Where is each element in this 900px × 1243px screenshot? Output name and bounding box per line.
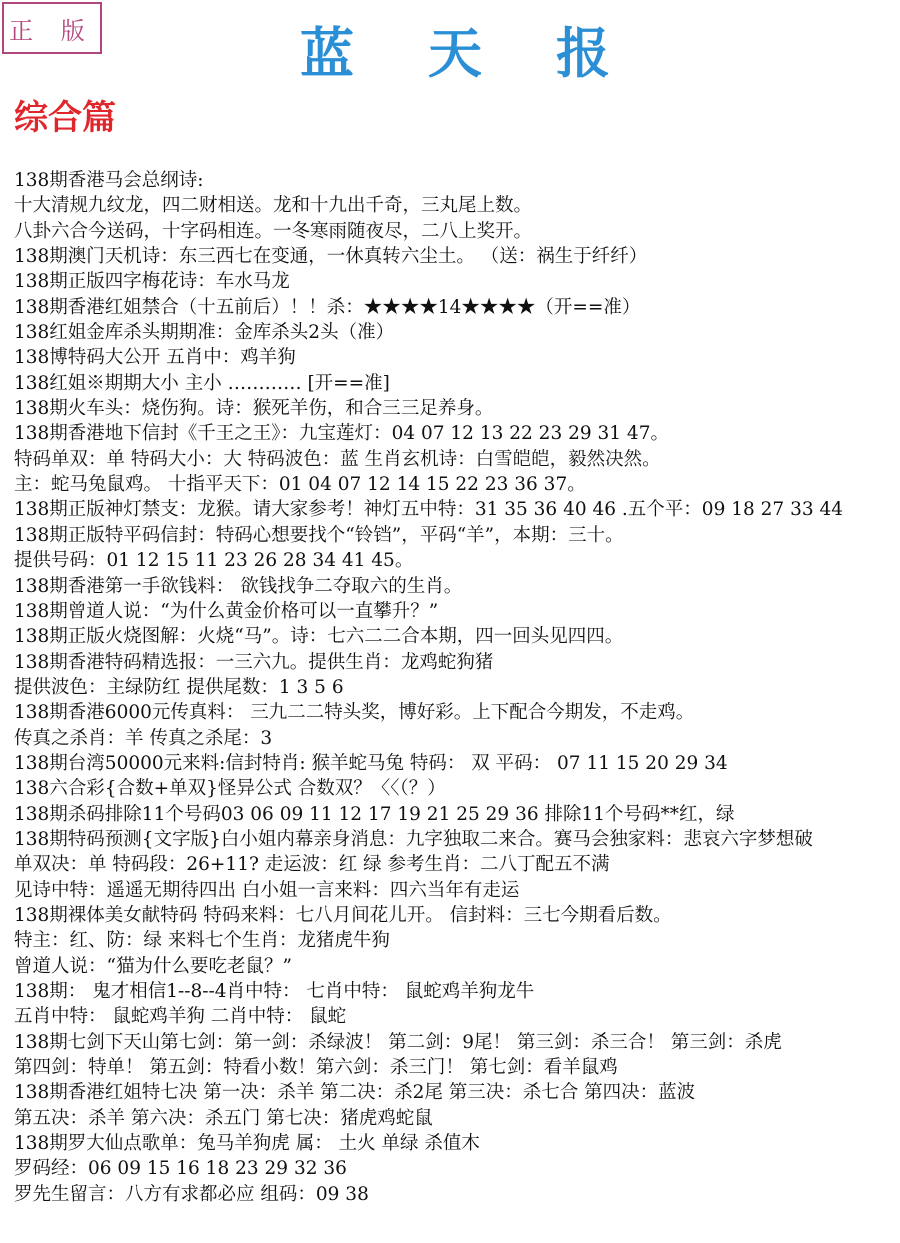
text-line: 138期裸体美女献特码 特码来料：七八月间花儿开。 信封料：三七今期看后数。 <box>14 904 672 926</box>
text-line: 138期正版四字梅花诗：车水马龙 <box>14 271 290 293</box>
text-line: 138期曾道人说：“为什么黄金价格可以一直攀升？” <box>14 600 439 622</box>
text-line: 八卦六合今送码，十字码相连。一冬寒雨随夜尽，二八上奖开。 <box>14 220 533 242</box>
text-line: 138期澳门天机诗：东三西七在变通，一休真转六尘土。 （送：祸生于纤纤） <box>14 246 648 268</box>
text-line: 五肖中特： 鼠蛇鸡羊狗 二肖中特： 鼠蛇 <box>14 1006 347 1028</box>
text-line: 138红姐※期期大小 主小 ………… [开==准] <box>14 372 390 394</box>
text-line: 提供波色：主绿防红 提供尾数：1 3 5 6 <box>14 676 344 698</box>
text-line: 138期特码预测{文字版}白小姐内幕亲身消息：九字独取二来合。赛马会独家料：悲哀六字梦想破 <box>14 828 813 850</box>
text-line: 138红姐金库杀头期期准：金库杀头2头（准） <box>14 322 395 344</box>
text-line: 特码单双：单 特码大小：大 特码波色：蓝 生肖玄机诗：白雪皑皑，毅然决然。 <box>14 448 661 470</box>
text-line: 传真之杀肖：羊 传真之杀尾：3 <box>14 727 273 749</box>
text-line: 138期香港特码精选报：一三六九。提供生肖：龙鸡蛇狗猪 <box>14 651 494 673</box>
text-line: 138期香港红姐特七决 第一决：杀羊 第二决：杀2尾 第三决：杀七合 第四决：蓝波 <box>14 1082 696 1104</box>
text-line: 138期台湾50000元来料:信封特肖: 猴羊蛇马兔 特码： 双 平码： 07 11 15 20 29 34 <box>14 752 728 774</box>
text-line: 曾道人说：“猫为什么要吃老鼠？” <box>14 955 292 977</box>
title-char: 蓝 <box>300 20 354 85</box>
text-line: 138博特码大公开 五肖中：鸡羊狗 <box>14 347 296 369</box>
text-line: 主：蛇马兔鼠鸡。 十指平天下：01 04 07 12 14 15 22 23 36 37。 <box>14 474 586 496</box>
title-char: 天 <box>428 20 482 85</box>
text-line: 138期香港6000元传真料： 三九二二特头奖，博好彩。上下配合今期发，不走鸡。 <box>14 702 695 724</box>
text-line: 138六合彩{合数+单双}怪异公式 合数双？〈〈（？） <box>14 778 446 800</box>
text-line: 138期正版特平码信封：特码心想要找个“铃铛”，平码“羊”，本期：三十。 <box>14 524 624 546</box>
text-line: 138期香港马会总纲诗: <box>14 170 204 191</box>
text-line: 罗码经：06 09 15 16 18 23 29 32 36 <box>14 1158 347 1180</box>
text-line: 提供号码：01 12 15 11 23 26 28 34 41 45。 <box>14 550 414 572</box>
text-line: 单双决：单 特码段：26+11? 走运波：红 绿 参考生肖：二八丁配五不满 <box>14 854 610 876</box>
text-line: 特主：红、防：绿 来料七个生肖：龙猪虎牛狗 <box>14 930 390 952</box>
title-char: 报 <box>556 20 610 85</box>
text-line: 十大清规九纹龙，四二财相送。龙和十九出千奇，三丸尾上数。 <box>14 195 533 217</box>
text-line: 罗先生留言：八方有求都必应 组码：09 38 <box>14 1183 369 1205</box>
edition-stamp: 正 版 <box>2 2 102 54</box>
text-line: 138期香港地下信封《千王之王》：九宝莲灯：04 07 12 13 22 23 29 31 47。 <box>14 423 669 445</box>
text-line: 第五决：杀羊 第六决：杀五门 第七决：猪虎鸡蛇鼠 <box>14 1107 433 1129</box>
text-line: 第四剑：特单！ 第五剑：特看小数！第六剑：杀三门！ 第七剑：看羊鼠鸡 <box>14 1057 618 1079</box>
text-line: 138期火车头：烧伤狗。诗：猴死羊伤，和合三三足养身。 <box>14 398 494 420</box>
article-body <box>14 168 900 1207</box>
text-line: 见诗中特：遥遥无期待四出 白小姐一言来料：四六当年有走运 <box>14 879 520 901</box>
text-line: 138期香港红姐禁合（十五前后）！！杀：★★★★14★★★★（开==准） <box>14 296 641 318</box>
text-line: 138期罗大仙点歌单：兔马羊狗虎 属： 土火 单绿 杀值木 <box>14 1133 480 1155</box>
text-line: 138期正版神灯禁支：龙猴。请大家参考！神灯五中特：31 35 36 40 46 .五个平：09 18 27 33 44 <box>14 499 844 521</box>
text-line: 138期杀码排除11个号码03 06 09 11 12 17 19 21 25 29 36 排除11个号码**红，绿 <box>14 803 735 825</box>
text-line: 138期正版火烧图解：火烧“马”。诗：七六二二合本期，四一回头见四四。 <box>14 626 624 648</box>
text-line: 138期： 鬼才相信1--8--4肖中特： 七肖中特： 鼠蛇鸡羊狗龙牛 <box>14 981 535 1002</box>
section-heading: 综合篇 <box>14 98 116 138</box>
text-line: 138期七剑下天山第七剑：第一剑：杀绿波！ 第二剑：9尾！ 第三剑：杀三合！ 第三剑：杀虎 <box>14 1031 782 1053</box>
text-line: 138期香港第一手欲钱料： 欲钱找争二夺取六的生肖。 <box>14 575 463 597</box>
newspaper-title <box>300 12 610 86</box>
